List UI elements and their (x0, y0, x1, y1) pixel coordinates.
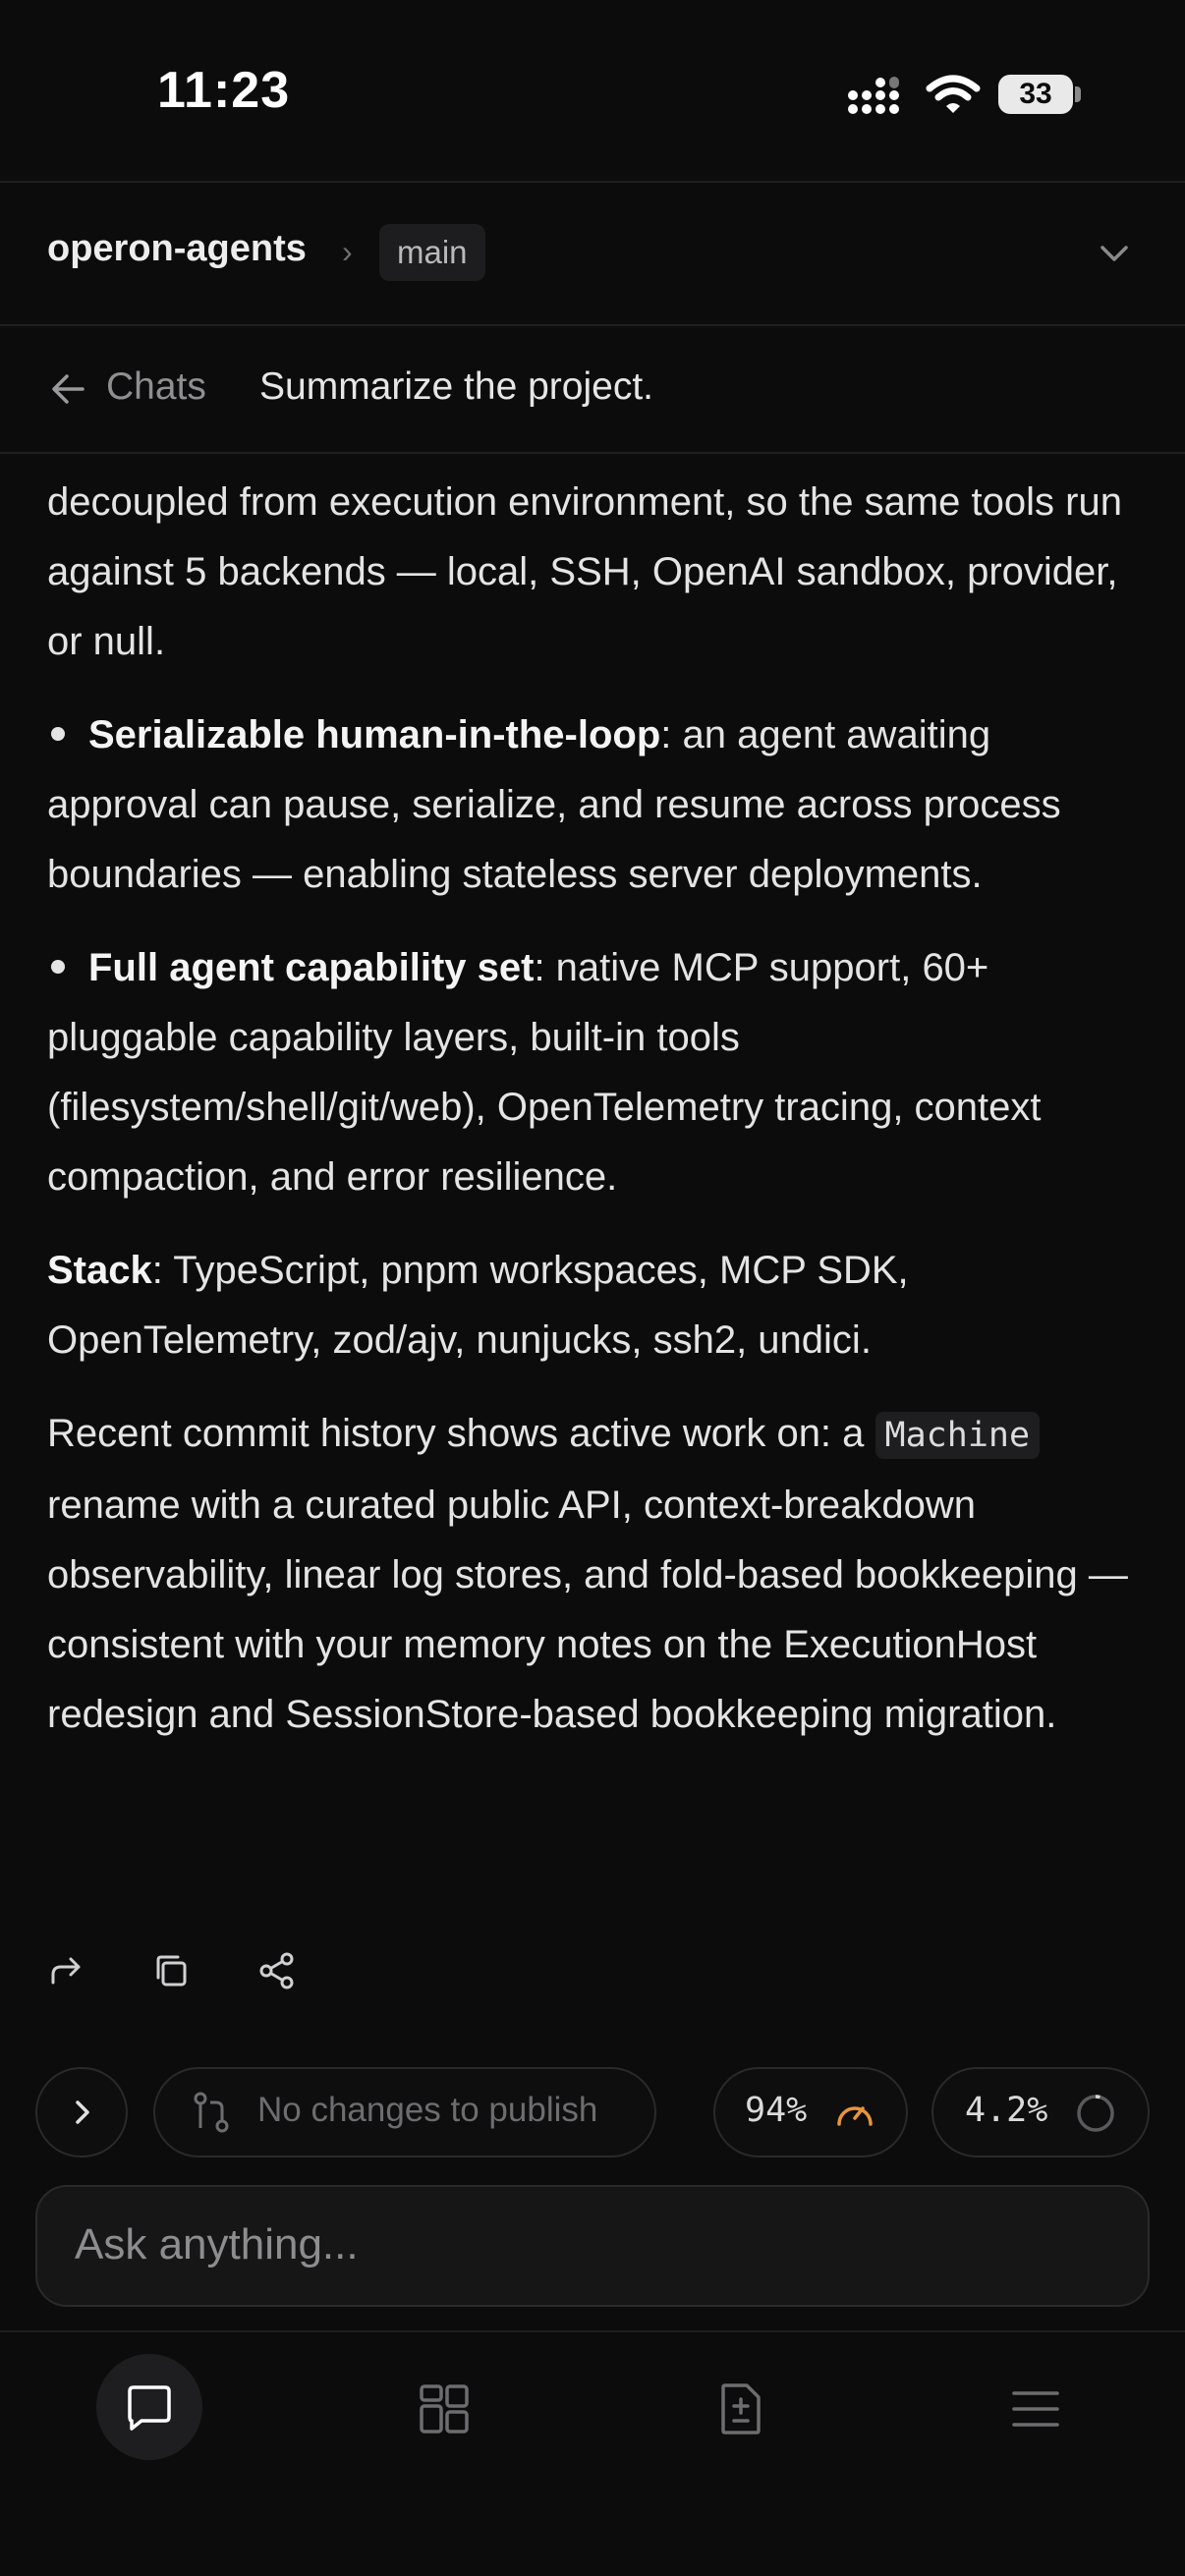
status-time: 11:23 (157, 62, 291, 119)
menu-icon[interactable] (1008, 2381, 1063, 2436)
stack-label: Stack (47, 1249, 152, 1292)
bullet-text: : an agent awaiting approval can pause, serialize, and resume across process boundaries — enabling stateless server deployments. (47, 713, 1061, 896)
bullet-icon (51, 960, 65, 974)
chevron-down-icon[interactable] (1095, 236, 1134, 271)
assistant-message (47, 468, 1140, 1773)
repo-name[interactable]: operon-agents (47, 228, 307, 269)
share-icon[interactable] (255, 1949, 299, 1992)
bullet-text: : native MCP support, 60+ pluggable capability layers, built-in tools (filesystem/shell/git/web), OpenTelemetry tracing, context compaction, and error resilience. (47, 946, 1042, 1199)
recent-text-before: Recent commit history shows active work on: a (47, 1412, 875, 1455)
context-percent: 4.2% (965, 2091, 1048, 2130)
branch-badge[interactable]: main (379, 224, 485, 281)
dashboard-icon[interactable] (417, 2381, 472, 2436)
file-diff-icon[interactable] (713, 2381, 768, 2436)
copy-icon[interactable] (149, 1949, 193, 1992)
header-divider (0, 452, 1185, 454)
reply-icon[interactable] (45, 1949, 88, 1992)
publish-label: No changes to publish (257, 2091, 598, 2129)
bullet-icon (51, 727, 65, 741)
inline-code: Machine (875, 1412, 1041, 1459)
chevron-right-icon (67, 2095, 98, 2130)
stack-text: : TypeScript, pnpm workspaces, MCP SDK, OpenTelemetry, zod/ajv, nunjucks, ssh2, undici. (47, 1249, 909, 1362)
message-bullet-list (47, 700, 1140, 1212)
status-divider (0, 181, 1185, 183)
bullet-title: Serializable human-in-the-loop (88, 713, 661, 756)
chat-bubble-icon[interactable] (122, 2381, 177, 2436)
battery-level: 33 (998, 75, 1073, 114)
list-item (47, 700, 1140, 910)
usage-percent: 94% (745, 2091, 808, 2130)
recent-paragraph (47, 1399, 1140, 1750)
list-item (47, 933, 1140, 1212)
bullet-title: Full agent capability set (88, 946, 535, 989)
git-compare-icon (193, 2091, 232, 2134)
stack-paragraph (47, 1236, 1140, 1375)
back-to-chats-button[interactable]: Chats (106, 365, 206, 408)
back-arrow-icon[interactable] (49, 367, 88, 411)
gauge-icon (833, 2093, 876, 2132)
wifi-icon (926, 73, 981, 116)
usage-indicator[interactable] (713, 2067, 908, 2157)
recent-text-after: rename with a curated public API, context-breakdown observability, linear log stores, and fold-based bookkeeping — consistent with your memory notes on the ExecutionHost redesign and SessionStore-based bookkeeping migration. (47, 1484, 1128, 1736)
context-ring-icon (1075, 2093, 1116, 2134)
chat-input-placeholder: Ask anything... (75, 2220, 359, 2268)
message-paragraph: decoupled from execution environment, so the same tools run against 5 backends — local, SSH, OpenAI sandbox, provider, or null. (47, 480, 1122, 663)
battery-icon (998, 73, 1081, 116)
breadcrumb-separator: › (342, 234, 353, 269)
expand-button[interactable] (35, 2067, 128, 2157)
repo-divider (0, 324, 1185, 326)
chat-title: Summarize the project. (259, 365, 653, 408)
cellular-signal-icon (847, 77, 908, 120)
